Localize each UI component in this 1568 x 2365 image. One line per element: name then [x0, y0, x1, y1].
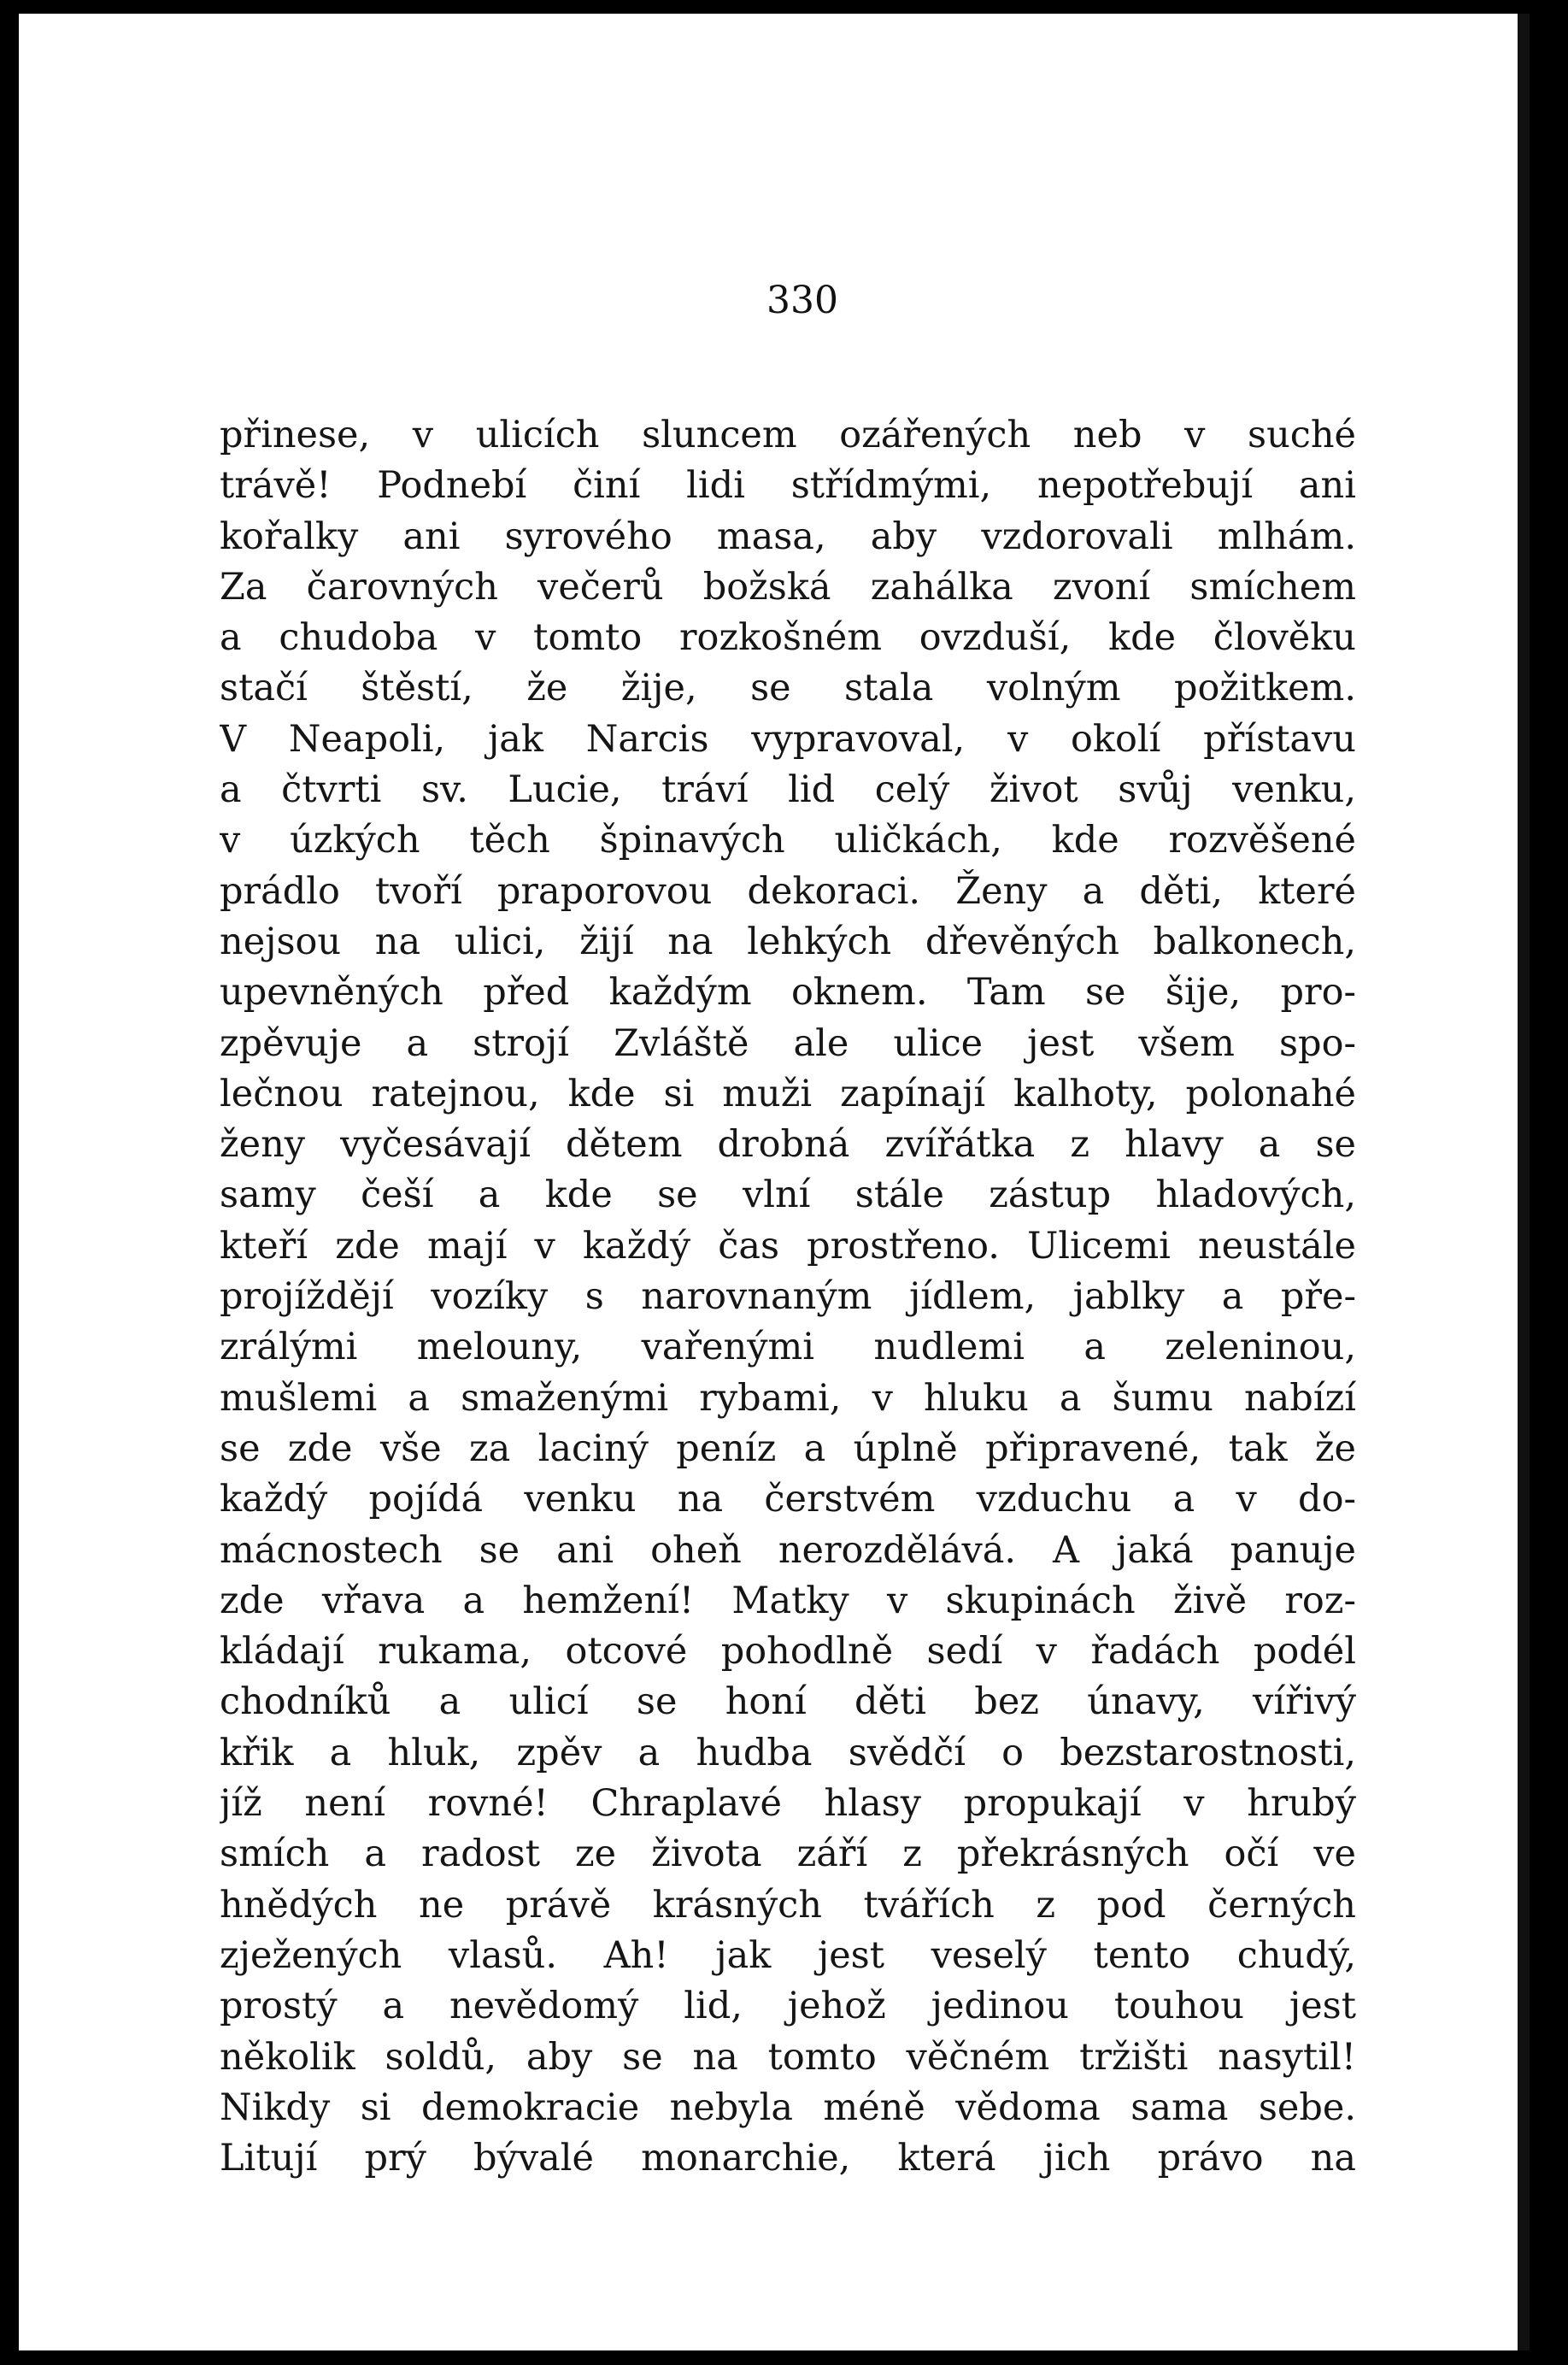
- text-line: nejsou na ulici, žijí na lehkých dřevěných balkonech,: [220, 920, 1356, 963]
- text-line: každý pojídá venku na čerstvém vzduchu a v do-: [220, 1478, 1356, 1521]
- text-line: ženy vyčesávají dětem drobná zvířátka z hlavy a se: [220, 1123, 1356, 1167]
- text-line: chodníků a ulicí se honí děti bez únavy, vířivý: [220, 1680, 1356, 1724]
- text-line: projíždějí vozíky s narovnaným jídlem, jablky a pře-: [220, 1275, 1356, 1319]
- book-page: [19, 14, 1530, 2350]
- text-line: křik a hluk, zpěv a hudba svědčí o bezstarostnosti,: [220, 1731, 1356, 1774]
- text-line: zpěvuje a strojí Zvláště ale ulice jest všem spo-: [220, 1021, 1356, 1065]
- text-line: zježených vlasů. Ah! jak jest veselý tento chudý,: [220, 1933, 1356, 1977]
- text-line: upevněných před každým oknem. Tam se šije, pro-: [220, 971, 1356, 1015]
- text-line: přinese, v ulicích sluncem ozářených neb v suché: [220, 414, 1356, 456]
- text-line: zrálými melouny, vařenými nudlemi a zeleninou,: [220, 1326, 1356, 1369]
- text-line: Nikdy si demokracie nebyla méně vědoma sama sebe.: [220, 2086, 1356, 2129]
- text-line: stačí štěstí, že žije, se stala volným požitkem.: [220, 667, 1356, 710]
- text-line: kládají rukama, otcové pohodlně sedí v řadách podél: [220, 1630, 1356, 1674]
- page-number: 330: [766, 279, 838, 322]
- text-line: mácnostech se ani oheň nerozdělává. A jaká panuje: [220, 1528, 1356, 1572]
- text-line: několik soldů, aby se na tomto věčném tržišti nasytil!: [220, 2035, 1356, 2079]
- text-line: hnědých ne právě krásných tvářích z pod černých: [220, 1883, 1356, 1927]
- text-line: Za čarovných večerů božská zahálka zvoní smíchem: [220, 565, 1356, 609]
- text-line: kořalky ani syrového masa, aby vzdorovali mlhám.: [220, 515, 1356, 558]
- text-line: se zde vše za laciný peníz a úplně připravené, tak že: [220, 1427, 1356, 1470]
- text-line: smích a radost ze života září z překrásných očí ve: [220, 1833, 1356, 1876]
- text-line: jíž není rovné! Chraplavé hlasy propukají v hrubý: [220, 1782, 1356, 1826]
- text-line: zde vřava a hemžení! Matky v skupinách živě roz-: [220, 1579, 1356, 1622]
- text-line: kteří zde mají v každý čas prostřeno. Ulicemi neustále: [220, 1224, 1356, 1268]
- text-line: v úzkých těch špinavých uličkách, kde rozvěšené: [220, 819, 1356, 862]
- body-text: [220, 410, 1356, 2184]
- text-line: V Neapoli, jak Narcis vypravoval, v okolí přístavu: [220, 717, 1356, 761]
- text-line: a čtvrti sv. Lucie, tráví lid celý život svůj venku,: [220, 768, 1356, 812]
- text-line: lečnou ratejnou, kde si muži zapínají kalhoty, polonahé: [220, 1072, 1356, 1115]
- text-line: mušlemi a smaženými rybami, v hluku a šumu nabízí: [220, 1376, 1356, 1420]
- text-line: prádlo tvoří praporovou dekoraci. Ženy a děti, které: [220, 869, 1356, 913]
- text-line: samy češí a kde se vlní stále zástup hladových,: [220, 1174, 1356, 1217]
- text-line: Litují prý bývalé monarchie, která jich právo na: [220, 2137, 1356, 2180]
- text-line: prostý a nevědomý lid, jehož jedinou touhou jest: [220, 1985, 1356, 2028]
- text-line: trávě! Podnebí činí lidi střídmými, nepotřebují ani: [220, 464, 1356, 508]
- text-line: a chudoba v tomto rozkošném ovzduší, kde člověku: [220, 616, 1356, 660]
